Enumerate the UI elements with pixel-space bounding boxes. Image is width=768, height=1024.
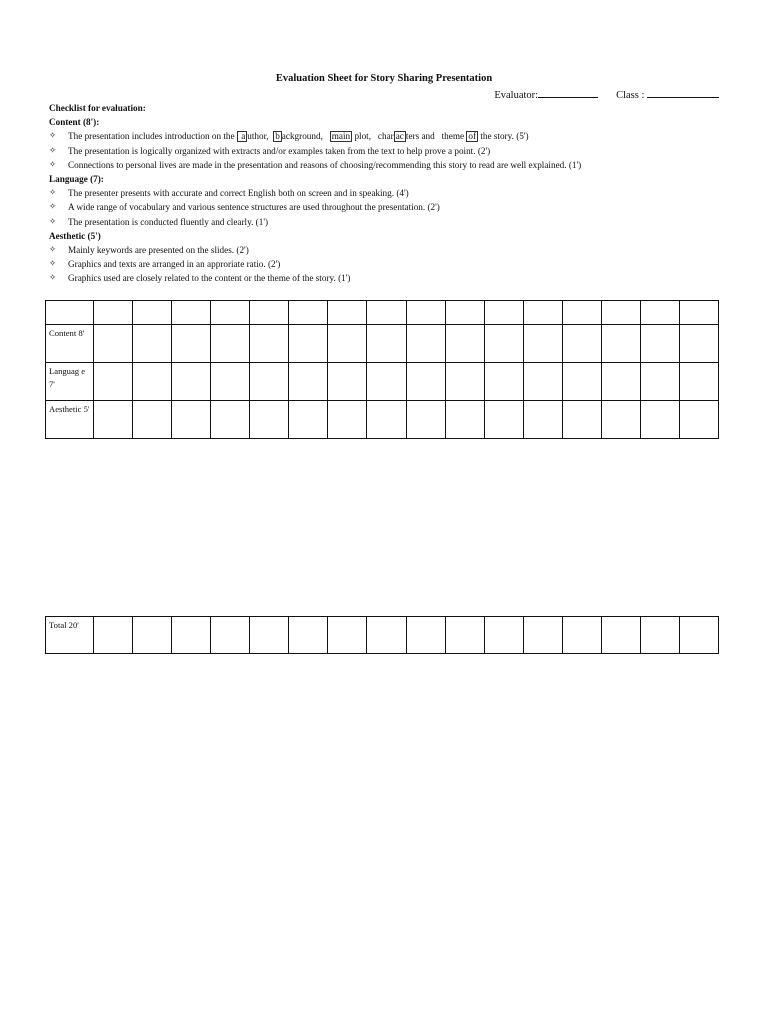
total-score-cell[interactable]: [172, 617, 211, 654]
score-cell[interactable]: [94, 363, 133, 401]
score-cell[interactable]: [172, 325, 211, 363]
checklist-heading: Checklist for evaluation:: [49, 103, 146, 113]
total-score-cell[interactable]: [250, 617, 289, 654]
total-score-cell[interactable]: [445, 617, 484, 654]
score-cell[interactable]: [211, 325, 250, 363]
total-score-cell[interactable]: [523, 617, 562, 654]
table-row: [46, 325, 719, 363]
diamond-outline-icon: ✧: [49, 159, 57, 170]
student-name-cell[interactable]: [679, 301, 718, 325]
checklist-item: [49, 271, 729, 285]
student-name-cell[interactable]: [562, 301, 601, 325]
score-cell[interactable]: [640, 363, 679, 401]
score-cell[interactable]: [328, 325, 367, 363]
score-cell[interactable]: [601, 325, 640, 363]
total-score-cell[interactable]: [94, 617, 133, 654]
total-score-cell[interactable]: [328, 617, 367, 654]
row-label: Aesthetic 5': [46, 401, 94, 439]
diamond-outline-icon: ✧: [49, 145, 57, 156]
score-cell[interactable]: [172, 363, 211, 401]
diamond-outline-icon: ✧: [49, 188, 57, 199]
score-cell[interactable]: [679, 325, 718, 363]
diamond-outline-icon: ✧: [49, 216, 57, 227]
checklist: [49, 101, 729, 286]
checklist-item: [49, 144, 729, 158]
score-cell[interactable]: [601, 401, 640, 439]
student-name-cell[interactable]: [601, 301, 640, 325]
evaluator-field[interactable]: [494, 88, 598, 101]
score-cell[interactable]: [328, 363, 367, 401]
score-cell[interactable]: [250, 363, 289, 401]
student-name-cell[interactable]: [406, 301, 445, 325]
score-cell[interactable]: [679, 401, 718, 439]
student-name-cell[interactable]: [328, 301, 367, 325]
class-label: Class :: [616, 90, 645, 101]
checklist-item: [49, 257, 729, 271]
section-heading: Aesthetic (5'): [49, 230, 101, 241]
evaluator-class-line: [494, 88, 719, 101]
score-cell[interactable]: [367, 325, 406, 363]
checklist-item-text: A wide range of vocabulary and various sentence structures are used throughout the presentation. (2'): [68, 202, 440, 213]
checklist-item: [49, 200, 729, 214]
score-cell[interactable]: [406, 363, 445, 401]
table-row: [46, 401, 719, 439]
row-label: Languag e 7': [46, 363, 94, 401]
section-heading: Language (7):: [49, 174, 104, 185]
total-label: Total 20': [46, 617, 94, 654]
score-cell[interactable]: [523, 325, 562, 363]
total-score-cell[interactable]: [640, 617, 679, 654]
score-cell[interactable]: [523, 363, 562, 401]
boxed-text-fragment: of: [468, 131, 477, 142]
checklist-item-text: [68, 129, 529, 143]
evaluator-blank[interactable]: [538, 88, 598, 98]
checklist-item-text: The presenter presents with accurate and correct English both on screen and in speaking. (4'): [68, 188, 409, 199]
student-name-cell[interactable]: [523, 301, 562, 325]
score-cell[interactable]: [133, 325, 172, 363]
score-cell[interactable]: [328, 401, 367, 439]
text-fragment: plot, char: [352, 131, 394, 142]
checklist-item: [49, 158, 729, 172]
score-cell[interactable]: [523, 401, 562, 439]
student-name-cell[interactable]: [640, 301, 679, 325]
score-cell[interactable]: [94, 401, 133, 439]
boxed-text-fragment: a: [238, 131, 246, 142]
section-heading: Content (8'):: [49, 117, 100, 128]
table-header-row: [46, 301, 719, 325]
total-score-cell[interactable]: [406, 617, 445, 654]
total-score-cell[interactable]: [562, 617, 601, 654]
total-score-cell[interactable]: [367, 617, 406, 654]
row-label: Content 8': [46, 325, 94, 363]
checklist-item-text: Graphics and texts are arranged in an approriate ratio. (2'): [68, 259, 281, 270]
score-cell[interactable]: [133, 363, 172, 401]
checklist-item-text: The presentation is logically organized with extracts and/or examples taken from the text to help prove a point. (2'): [68, 145, 491, 156]
checklist-item-text: The presentation is conducted fluently and clearly. (1'): [68, 216, 269, 227]
diamond-outline-icon: ✧: [49, 259, 57, 270]
checklist-item: [49, 243, 729, 257]
score-cell[interactable]: [562, 363, 601, 401]
checklist-item: [49, 129, 729, 143]
corner-cell: [46, 301, 94, 325]
student-name-cell[interactable]: [94, 301, 133, 325]
class-blank[interactable]: [647, 88, 719, 98]
score-cell[interactable]: [367, 363, 406, 401]
diamond-outline-icon: ✧: [49, 273, 57, 284]
score-cell[interactable]: [601, 363, 640, 401]
score-cell[interactable]: [640, 325, 679, 363]
score-cell[interactable]: [406, 325, 445, 363]
score-cell[interactable]: [289, 363, 328, 401]
score-cell[interactable]: [406, 401, 445, 439]
evaluator-label: Evaluator:: [494, 90, 539, 101]
score-cell[interactable]: [289, 401, 328, 439]
student-name-cell[interactable]: [289, 301, 328, 325]
checklist-item: [49, 186, 729, 200]
total-score-cell[interactable]: [211, 617, 250, 654]
score-cell[interactable]: [484, 363, 523, 401]
document-title: Evaluation Sheet for Story Sharing Presentation: [275, 73, 493, 84]
text-fragment: The presentation includes introduction on the: [68, 131, 237, 142]
total-row: [46, 617, 719, 654]
score-cell[interactable]: [445, 401, 484, 439]
text-fragment: ters and theme: [405, 131, 467, 142]
score-cell[interactable]: [445, 363, 484, 401]
score-cell[interactable]: [94, 325, 133, 363]
boxed-text-fragment: main: [331, 131, 351, 142]
score-cell[interactable]: [172, 401, 211, 439]
score-cell[interactable]: [562, 401, 601, 439]
checklist-item-text: Connections to personal lives are made in the presentation and reasons of choosing/recommending this story to read are well explained. (1'): [68, 159, 582, 170]
diamond-outline-icon: ✧: [49, 245, 57, 256]
student-name-cell[interactable]: [172, 301, 211, 325]
score-cell[interactable]: [211, 363, 250, 401]
checklist-item-text: Mainly keywords are presented on the slides. (2'): [68, 245, 249, 256]
class-field[interactable]: [616, 88, 719, 101]
score-cell[interactable]: [445, 325, 484, 363]
score-cell[interactable]: [562, 325, 601, 363]
score-cell[interactable]: [679, 363, 718, 401]
total-table: [45, 616, 719, 654]
student-name-cell[interactable]: [445, 301, 484, 325]
student-name-cell[interactable]: [250, 301, 289, 325]
score-cell[interactable]: [484, 401, 523, 439]
diamond-outline-icon: ✧: [49, 202, 57, 213]
student-name-cell[interactable]: [133, 301, 172, 325]
text-fragment: uthor,: [247, 131, 274, 142]
text-fragment: ackground,: [281, 131, 330, 142]
student-name-cell[interactable]: [211, 301, 250, 325]
score-cell[interactable]: [640, 401, 679, 439]
table-row: [46, 363, 719, 401]
text-fragment: the story. (5'): [478, 131, 529, 142]
total-score-cell[interactable]: [601, 617, 640, 654]
checklist-item-text: Graphics used are closely related to the content or the theme of the story. (1'): [68, 273, 351, 284]
student-name-cell[interactable]: [367, 301, 406, 325]
score-cell[interactable]: [367, 401, 406, 439]
boxed-text-fragment: ac: [395, 131, 404, 142]
total-score-cell[interactable]: [289, 617, 328, 654]
total-score-cell[interactable]: [679, 617, 718, 654]
score-cell[interactable]: [289, 325, 328, 363]
score-cell[interactable]: [484, 325, 523, 363]
total-score-cell[interactable]: [484, 617, 523, 654]
student-name-cell[interactable]: [484, 301, 523, 325]
score-cell[interactable]: [211, 401, 250, 439]
score-cell[interactable]: [133, 401, 172, 439]
score-cell[interactable]: [250, 325, 289, 363]
score-table: [45, 300, 719, 439]
boxed-text-fragment: b: [275, 131, 280, 142]
checklist-item: [49, 215, 729, 229]
score-cell[interactable]: [250, 401, 289, 439]
total-score-cell[interactable]: [133, 617, 172, 654]
diamond-outline-icon: ✧: [49, 131, 57, 142]
